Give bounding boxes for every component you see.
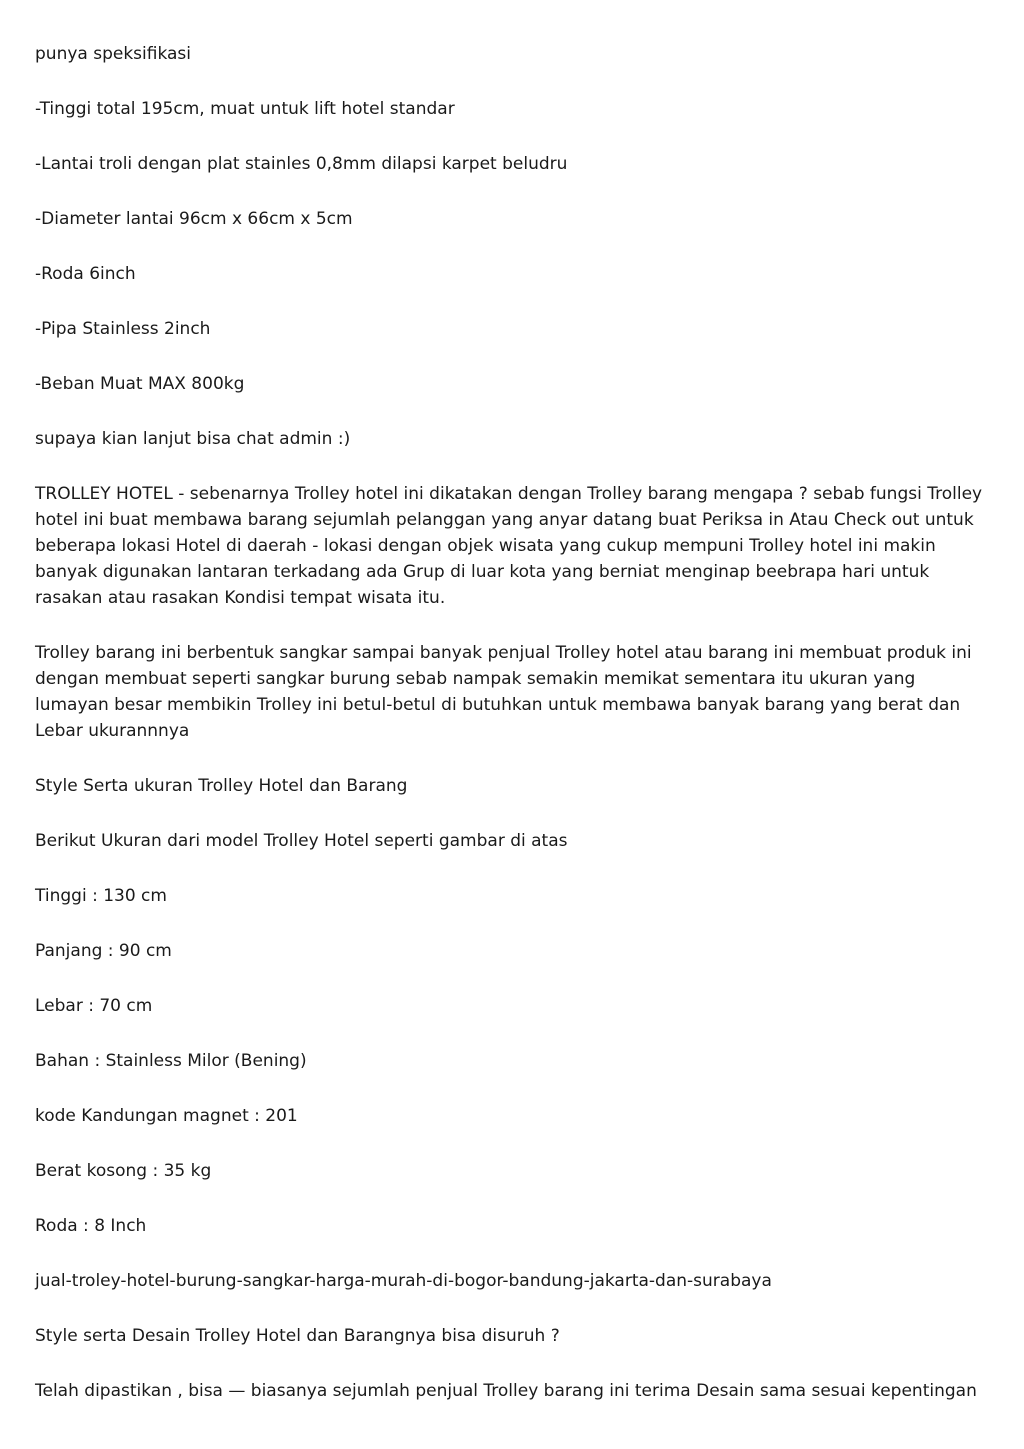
paragraph-trolley-hotel: TROLLEY HOTEL - sebenarnya Trolley hotel ini dikatakan dengan Trolley barang mengapa ? sebab fungsi Trolley hotel ini buat membawa barang sejumlah pelanggan yang anyar datang buat Periksa in Atau Check out untuk beberapa lokasi Hotel di daerah - lokasi dengan objek wisata yang cukup mempuni Trolley hotel ini makin banyak digunakan lantaran terkadang ada Grup di luar kota yang berniat menginap beebrapa hari untuk rasakan atau rasakan Kondisi tempat wisata itu.	[35, 484, 983, 608]
size-magnet-code: kode Kandungan magnet : 201	[35, 1106, 298, 1126]
size-width: Lebar : 70 cm	[35, 996, 153, 1016]
paragraph-design-answer: Telah dipastikan , bisa — biasanya sejumlah penjual Trolley barang ini terima Desain sama sesuai kepentingan	[35, 1381, 977, 1401]
size-empty-weight: Berat kosong : 35 kg	[35, 1161, 212, 1181]
spec-pipe: -Pipa Stainless 2inch	[35, 319, 211, 339]
section-heading-design: Style serta Desain Trolley Hotel dan Barangnya bisa disuruh ?	[35, 1326, 560, 1346]
spec-floor-diameter: -Diameter lantai 96cm x 66cm x 5cm	[35, 209, 353, 229]
paragraph-trolley-barang: Trolley barang ini berbentuk sangkar sampai banyak penjual Trolley hotel atau barang ini membuat produk ini dengan membuat seperti sangkar burung sebab nampak semakin memikat sementara itu ukuran yang lumayan besar membikin Trolley ini betul-betul di butuhkan untuk membawa banyak barang yang berat dan Lebar ukurannnya	[35, 643, 972, 741]
spec-floor-plate: -Lantai troli dengan plat stainles 0,8mm dilapsi karpet beludru	[35, 154, 568, 174]
paragraph-slug: jual-troley-hotel-burung-sangkar-harga-murah-di-bogor-bandung-jakarta-dan-surabaya	[35, 1271, 772, 1291]
size-height: Tinggi : 130 cm	[35, 886, 167, 906]
paragraph-chat-admin: supaya kian lanjut bisa chat admin :)	[35, 429, 351, 449]
paragraph-intro: punya speksifikasi	[35, 44, 192, 64]
size-wheel: Roda : 8 Inch	[35, 1216, 147, 1236]
section-heading-style: Style Serta ukuran Trolley Hotel dan Barang	[35, 776, 408, 796]
spec-total-height: -Tinggi total 195cm, muat untuk lift hotel standar	[35, 99, 455, 119]
spec-max-load: -Beban Muat MAX 800kg	[35, 374, 245, 394]
document-page	[35, 41, 990, 1433]
size-material: Bahan : Stainless Milor (Bening)	[35, 1051, 307, 1071]
size-length: Panjang : 90 cm	[35, 941, 172, 961]
paragraph-size-intro: Berikut Ukuran dari model Trolley Hotel seperti gambar di atas	[35, 831, 568, 851]
spec-wheel: -Roda 6inch	[35, 264, 136, 284]
